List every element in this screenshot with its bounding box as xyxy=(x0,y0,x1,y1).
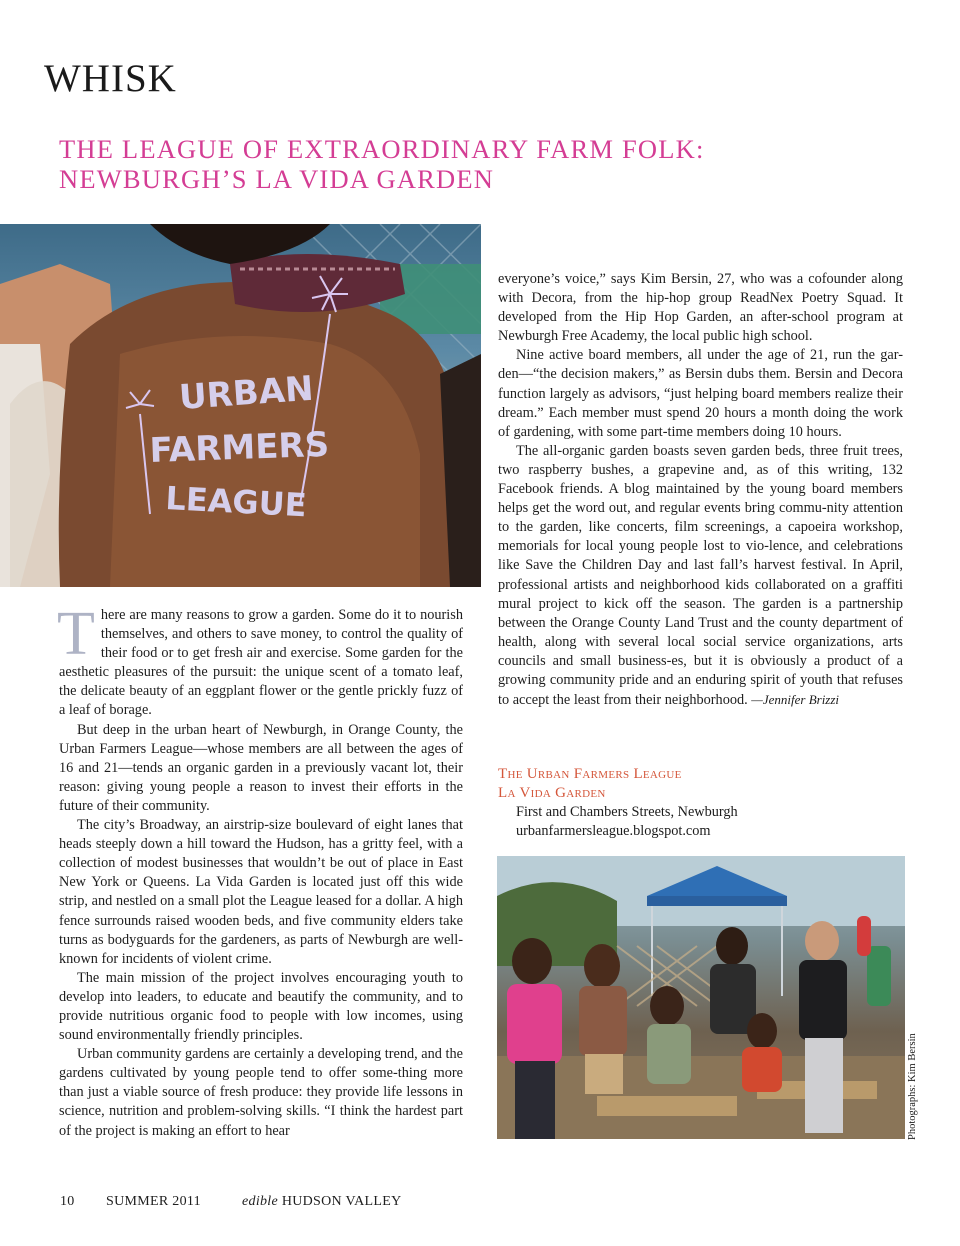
photo-credit: Photographs: Kim Bersin xyxy=(907,1033,918,1140)
photo-group-gardeners-illustration xyxy=(497,856,905,1139)
info-address: First and Chambers Streets, Newburgh xyxy=(516,804,738,820)
info-garden-name: La Vida Garden xyxy=(498,785,606,801)
footer-page-number: 10 xyxy=(60,1194,75,1209)
author-byline: —Jennifer Brizzi xyxy=(751,692,840,708)
paragraph-2: But deep in the urban heart of Newburgh, in Orange County, the Urban Farmers League—whose members are all between the ages of 16 and 21—tends an organic garden in a previously vacant lot, their reason: giving young people a reason to invest their efforts in the future of their community. xyxy=(59,721,463,814)
article-title-line-1: THE LEAGUE OF EXTRAORDINARY FARM FOLK: xyxy=(59,134,705,164)
article-title-line-2: NEWBURGH’S LA VIDA GARDEN xyxy=(59,164,495,194)
painted-text-urban: URBAN xyxy=(177,368,315,418)
section-head: WHISK xyxy=(44,57,177,100)
article-right-column xyxy=(498,270,903,710)
article-title xyxy=(59,134,705,194)
info-box xyxy=(498,765,903,841)
paragraph-8-text: The all-organic garden boasts seven garden beds, three fruit trees, two raspberry bushes, a grapevine and, as of this writing, 132 Facebook friends. A blog maintained by the young board members helps get the word out, and regular events bring commu-nity attention to the garden, like concerts, film screenings, a capoeira workshop, memorials for local young people lost to vio-lence, and celebrations like Save the Children Day and last fall’s harvest festival. In April, professional artists and neighborhood kids collaborated on a graffiti mural project to kick off the season. The garden is a partnership between the Orange County Land Trust and the county department of health, along with several local social service organizations, arts councils and small business-es, but it is obviously a product of a growing community pride and an enduring spirit of youth that refuses to accept the least from their neighborhood. xyxy=(498,442,903,709)
painted-text-league: LEAGUE xyxy=(164,479,308,525)
paragraph-8 xyxy=(498,442,903,710)
info-website: urbanfarmersleague.blogspot.com xyxy=(516,823,711,839)
painted-text-farmers: FARMERS xyxy=(148,424,330,471)
paragraph-1-text: here are many reasons to grow a garden. Some do it to nourish themselves, and others to save money, to control the quality of their food or to get fresh air and exercise. Some garden for the aesthetic pleasures of the pursuit: the unique scent of a tomato leaf, the delicate beauty of an eggplant flower or the gentle prickly fuzz of a leaf of borage. xyxy=(59,607,463,719)
paragraph-4: The main mission of the project involves encouraging youth to develop into leaders, to educate and beautify the community, and to provide nutritious organic food to people with low incomes, using sound environmentally friendly principles. xyxy=(59,969,463,1044)
photo-painted-back-illustration xyxy=(0,224,481,587)
paragraph-3: The city’s Broadway, an airstrip-size boulevard of eight lanes that heads steeply down a hill toward the Hudson, has a gritty feel, with a collection of modest businesses that wouldn’t be out of place in East New York or Queens. La Vida Garden is located just off this wide strip, and nestled on a small plot the League leased for a dollar. A high fence surrounds raised wooden beds, and five community elders take turns as bodyguards for the gardeners, as parts of Newburgh are well-known for incidents of violent crime. xyxy=(59,817,463,967)
paragraph-6: everyone’s voice,” says Kim Bersin, 27, who was a cofounder along with Decora, from the hip-hop group ReadNex Poetry Squad. It developed from the Hip Hop Garden, an after-school program at Newburgh Free Academy, the local public high school. xyxy=(498,271,903,345)
footer-magazine-region: HUDSON VALLEY xyxy=(281,1194,402,1209)
article-left-column xyxy=(57,600,463,1141)
paragraph-7: Nine active board members, all under the age of 21, run the gar-den—“the decision makers,” as Bersin dubs them. Bersin and Decora function largely as advisors, “just helping board members realize their dream.” Each member must spend 20 hours a month doing the work of gardening, with some part-time members doing 10 hours. xyxy=(498,347,903,440)
photo-group-gardeners xyxy=(497,856,905,1139)
info-org-name: The Urban Farmers League xyxy=(498,766,682,782)
drop-cap: T xyxy=(57,600,95,668)
photo-painted-back xyxy=(0,224,481,587)
footer-issue: SUMMER 2011 xyxy=(106,1194,201,1209)
footer-magazine-edible: edible xyxy=(242,1194,279,1209)
paragraph-5: Urban community gardens are certainly a developing trend, and the gardens cultivated by young people tend to offer some-thing more than just a viable source of fresh produce: they provide life lessons in science, nutrition and problem-solving skills. “I think the hardest part of the project is making an effort to hear xyxy=(59,1046,463,1139)
paragraph-1 xyxy=(57,600,463,721)
footer-magazine-name xyxy=(242,1194,402,1210)
